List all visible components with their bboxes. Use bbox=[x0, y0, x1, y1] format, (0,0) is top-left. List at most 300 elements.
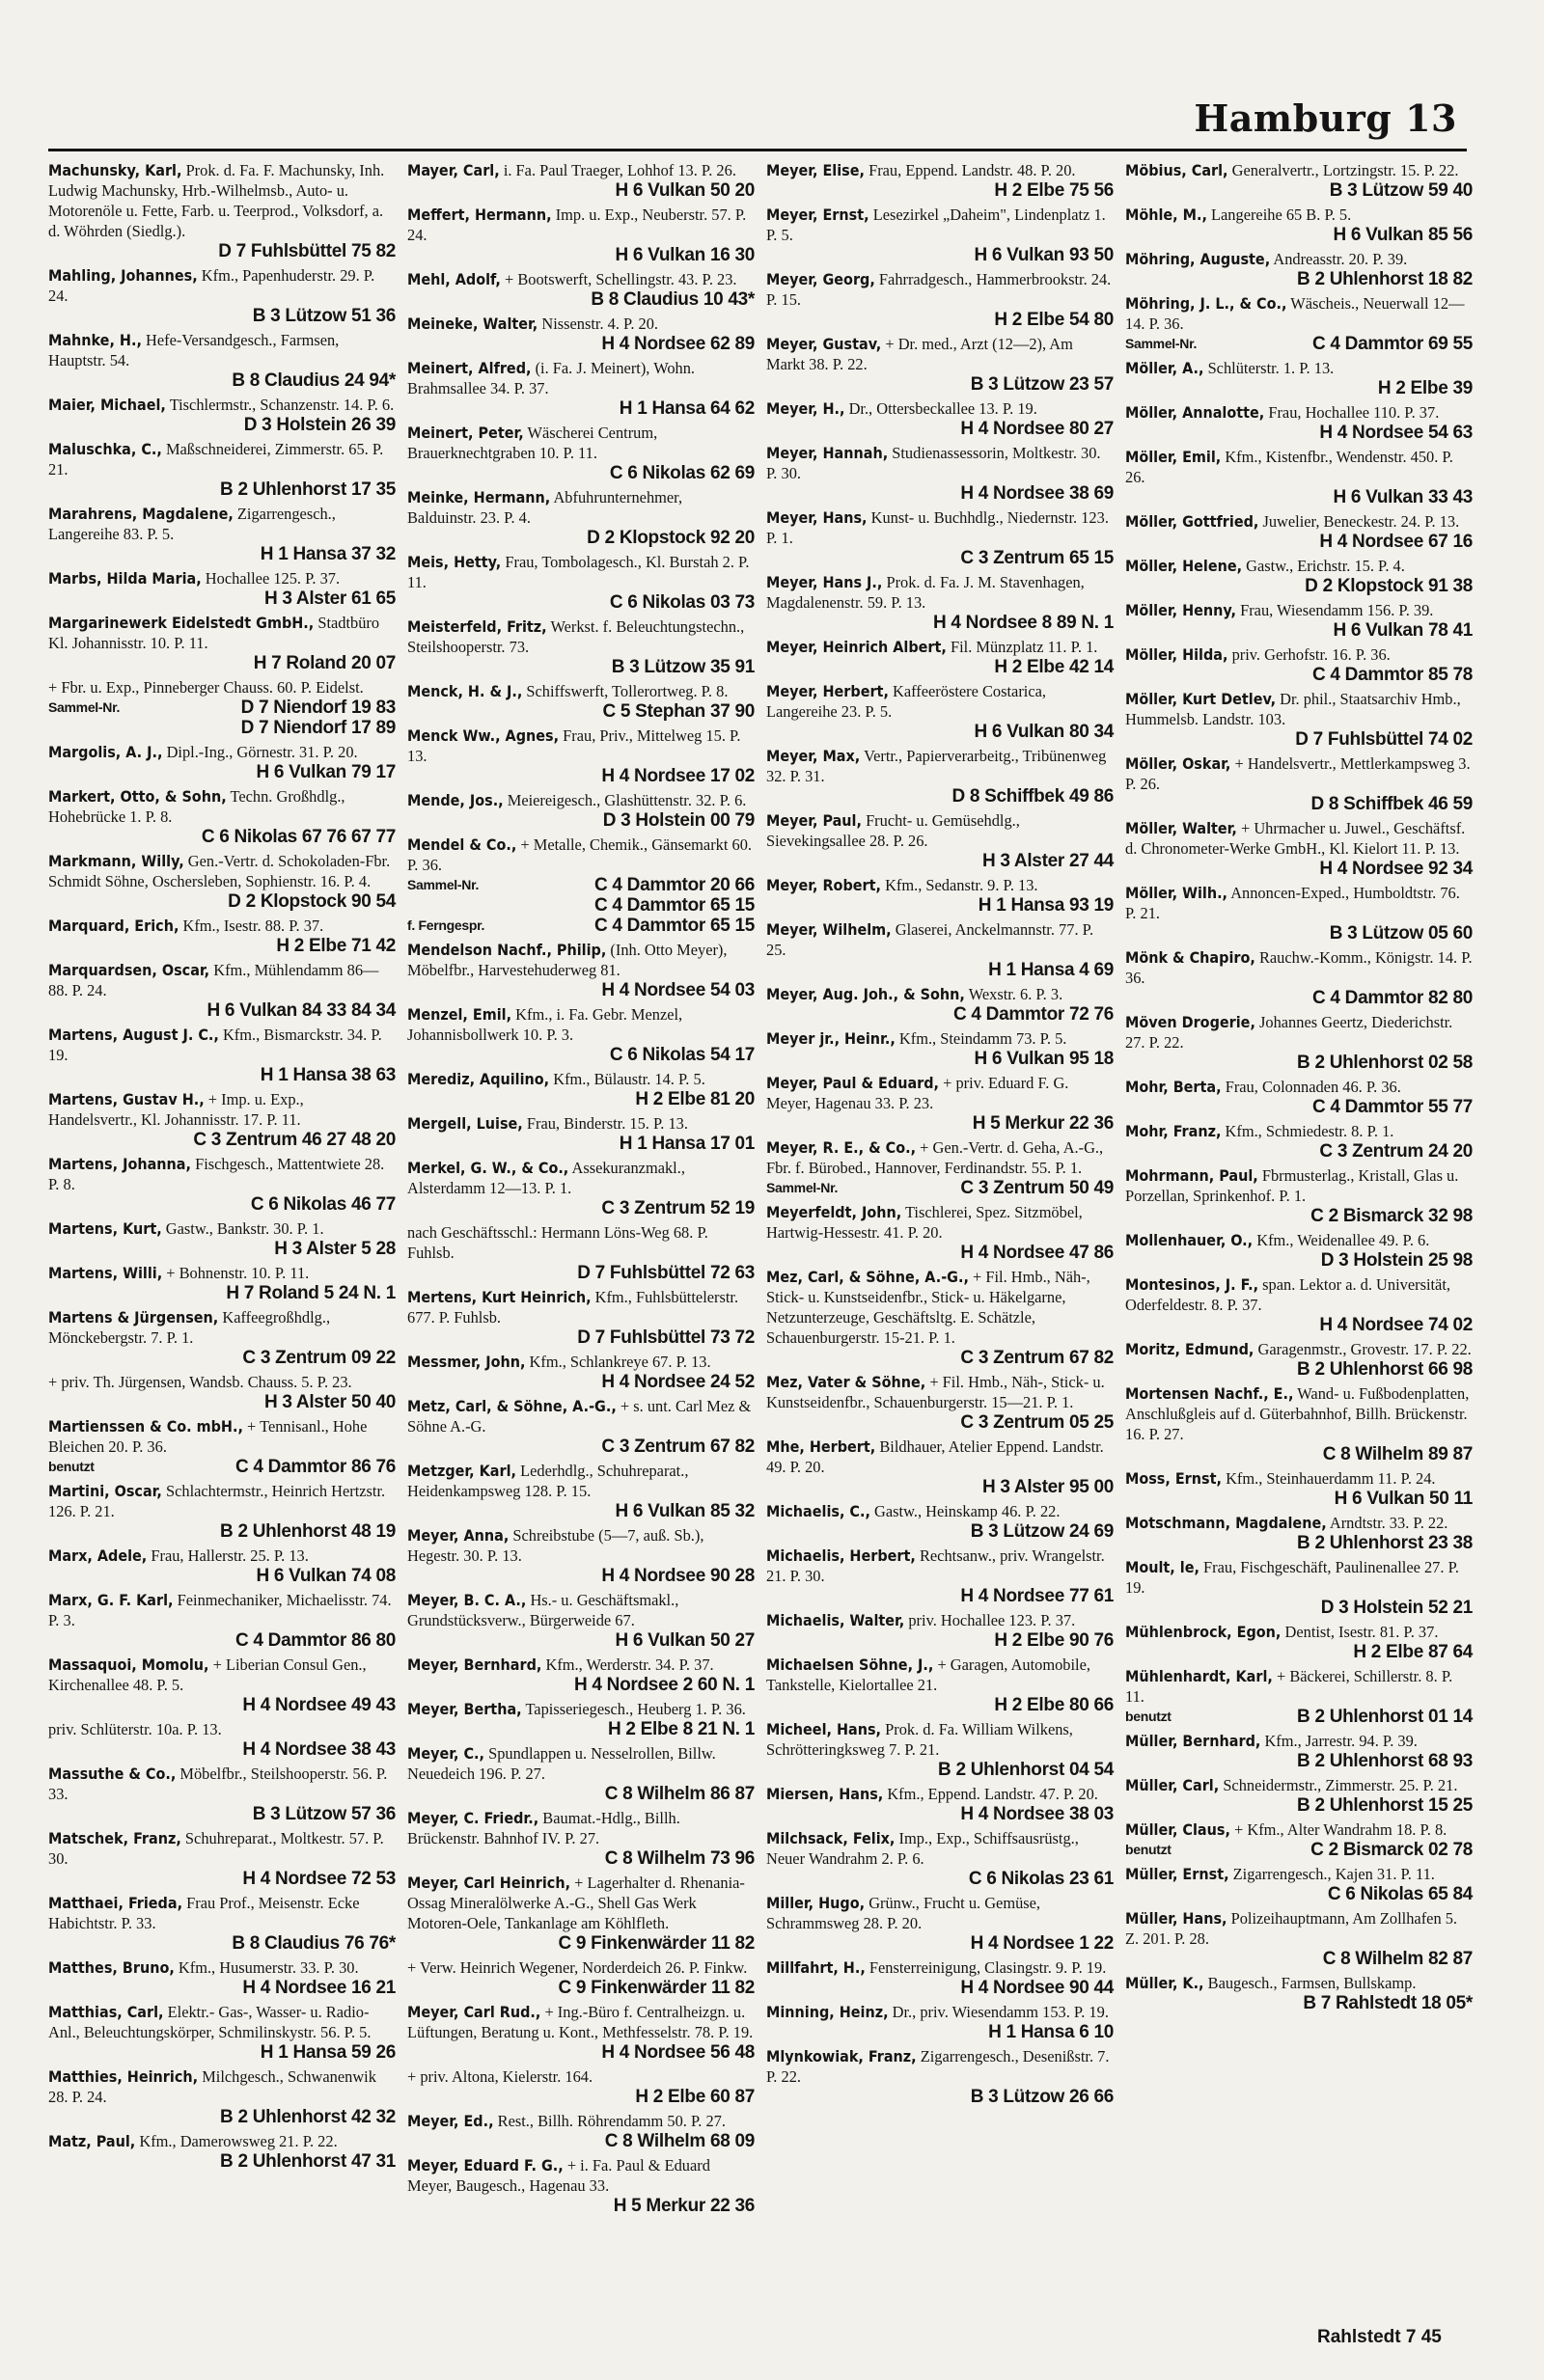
phone-number: C 4 Dammtor 65 15 bbox=[594, 895, 755, 916]
phone-line bbox=[407, 592, 755, 613]
directory-entry bbox=[766, 334, 1114, 395]
phone-line bbox=[1125, 334, 1473, 354]
phone-line bbox=[407, 657, 755, 677]
directory-entry bbox=[1125, 1666, 1473, 1727]
entry-name: Meyer, Wilhelm, bbox=[766, 920, 892, 939]
phone-line bbox=[407, 766, 755, 786]
phone-number: C 4 Dammtor 85 78 bbox=[1312, 665, 1473, 685]
entry-name: Miersen, Hans, bbox=[766, 1785, 884, 1803]
phone-number: C 3 Zentrum 52 19 bbox=[601, 1198, 755, 1218]
phone-line bbox=[48, 479, 396, 500]
entry-description: Prok. d. Fa. F. Machunsky, Inh. Ludwig Machunsky, Hrb.-Wilhelmsb., Auto- u. Motorenöle u. Fette, Farb. u. Teerprod., Volksdorf, a. d. Wöhrden (Siedlg.). bbox=[48, 161, 385, 240]
phone-number: C 4 Dammtor 72 76 bbox=[953, 1004, 1114, 1025]
entry-description: + Kfm., Alter Wandrahm 18. P. 8. bbox=[1234, 1820, 1448, 1839]
entry-name: Möhle, M., bbox=[1125, 205, 1207, 224]
entry-description: Imp. u. Exp., Neuberstr. 57. P. 24. bbox=[407, 205, 747, 244]
directory-entry bbox=[1125, 1121, 1473, 1162]
phone-line bbox=[48, 1130, 396, 1150]
phone-number: H 3 Alster 5 28 bbox=[274, 1239, 396, 1259]
phone-line bbox=[407, 1045, 755, 1065]
entry-description: Rest., Billh. Röhrendamm 50. P. 27. bbox=[497, 2112, 726, 2130]
entry-description: Kunst- u. Buchhdlg., Niedernstr. 123. P. 1. bbox=[766, 508, 1109, 547]
entry-name: Meinert, Peter, bbox=[407, 424, 524, 442]
entry-name: Möhring, Auguste, bbox=[1125, 250, 1271, 268]
phone-number: B 2 Uhlenhorst 42 32 bbox=[220, 2107, 396, 2127]
directory-entry bbox=[1125, 1230, 1473, 1271]
directory-entry bbox=[1125, 1383, 1473, 1464]
directory-entry bbox=[1125, 1165, 1473, 1226]
entry-name: Mendelson Nachf., Philip, bbox=[407, 941, 607, 959]
column-1 bbox=[48, 160, 396, 2175]
phone-line bbox=[766, 419, 1114, 439]
entry-name: Möller, Gottfried, bbox=[1125, 512, 1259, 531]
entry-name: Meinke, Hermann, bbox=[407, 488, 551, 506]
directory-entry bbox=[407, 1655, 755, 1695]
entry-description: Dr., Ottersbeckallee 13. P. 19. bbox=[848, 399, 1037, 418]
phone-number: B 2 Uhlenhorst 01 14 bbox=[1297, 1707, 1473, 1727]
entry-description: + priv. Eduard F. G. Meyer, Hagenau 33. P. 23. bbox=[766, 1074, 1069, 1112]
phone-line bbox=[1125, 1359, 1473, 1380]
directory-entry bbox=[1125, 1731, 1473, 1771]
phone-number: D 2 Klopstock 92 20 bbox=[587, 528, 755, 548]
phone-line bbox=[407, 334, 755, 354]
phone-number: C 3 Zentrum 05 25 bbox=[960, 1412, 1114, 1433]
entry-name: Meyer, Elise, bbox=[766, 161, 865, 179]
phone-line bbox=[766, 374, 1114, 395]
entry-name: Möbius, Carl, bbox=[1125, 161, 1228, 179]
phone-number: H 6 Vulkan 84 33 84 34 bbox=[207, 1000, 396, 1021]
entry-name: Menck, H. & J., bbox=[407, 682, 523, 700]
entry-name: Meyer, Heinrich Albert, bbox=[766, 638, 947, 656]
directory-entry bbox=[1125, 818, 1473, 879]
directory-entry bbox=[407, 2111, 755, 2151]
directory-entry bbox=[407, 314, 755, 354]
entry-description: Annoncen-Exped., Humboldtstr. 76. P. 21. bbox=[1125, 884, 1460, 922]
directory-entry bbox=[1125, 293, 1473, 354]
phone-line bbox=[1125, 1949, 1473, 1969]
phone-line bbox=[766, 895, 1114, 916]
entry-description: Garagenmstr., Grovestr. 17. P. 22. bbox=[1257, 1340, 1472, 1358]
phone-line bbox=[766, 1004, 1114, 1025]
phone-line bbox=[766, 1695, 1114, 1715]
directory-entry bbox=[48, 916, 396, 956]
phone-line bbox=[766, 960, 1114, 980]
entry-name: Martens, Willi, bbox=[48, 1264, 163, 1282]
entry-description: Wexstr. 6. P. 3. bbox=[968, 985, 1063, 1003]
phone-number: H 4 Nordsee 38 43 bbox=[242, 1739, 396, 1760]
entry-description: + Uhrmacher u. Juwel., Geschäftsf. d. Chronometer-Werke GmbH., Kl. Kielort 11. P. 13. bbox=[1125, 819, 1466, 858]
entry-description: + Tennisanl., Hohe Bleichen 20. P. 36. bbox=[48, 1417, 368, 1456]
entry-description: Generalvertr., Lortzingstr. 15. P. 22. bbox=[1231, 161, 1459, 179]
phone-number: H 2 Elbe 80 66 bbox=[994, 1695, 1114, 1715]
phone-line bbox=[48, 1065, 396, 1085]
phone-number: B 2 Uhlenhorst 68 93 bbox=[1297, 1751, 1473, 1771]
entry-name: Michaelis, Walter, bbox=[766, 1611, 905, 1629]
entry-description: Möbelfbr., Steilshooperstr. 56. P. 33. bbox=[48, 1764, 388, 1803]
directory-entry bbox=[48, 1590, 396, 1651]
phone-number: H 4 Nordsee 38 03 bbox=[960, 1804, 1114, 1824]
entry-name: Matthias, Carl, bbox=[48, 2003, 164, 2021]
phone-line bbox=[48, 2107, 396, 2127]
directory-entry bbox=[1125, 1973, 1473, 2013]
directory-entry bbox=[48, 2066, 396, 2127]
entry-name: Moss, Ernst, bbox=[1125, 1469, 1222, 1488]
entry-name: Marahrens, Magdalene, bbox=[48, 505, 234, 523]
entry-name: Martens, August J. C., bbox=[48, 1026, 219, 1044]
phone-line bbox=[1125, 1707, 1473, 1727]
entry-description: Abfuhrunternehmer, Balduinstr. 23. P. 4. bbox=[407, 488, 683, 527]
entry-description: i. Fa. Paul Traeger, Lohhof 13. P. 26. bbox=[503, 161, 736, 179]
entry-description: Fahrradgesch., Hammerbrookstr. 24. P. 15. bbox=[766, 270, 1112, 309]
phone-number: H 4 Nordsee 1 22 bbox=[970, 1933, 1114, 1954]
entry-name: Möller, Helene, bbox=[1125, 557, 1243, 575]
directory-entry bbox=[766, 1267, 1114, 1368]
entry-name: Möller, Walter, bbox=[1125, 819, 1237, 837]
entry-description: + Liberian Consul Gen., Kirchenallee 48. P. 5. bbox=[48, 1655, 367, 1694]
phone-line bbox=[407, 810, 755, 831]
phone-line bbox=[407, 2087, 755, 2107]
entry-name: Markert, Otto, & Sohn, bbox=[48, 787, 227, 806]
phone-number: B 2 Uhlenhorst 66 98 bbox=[1297, 1359, 1473, 1380]
entry-name: Meis, Hetty, bbox=[407, 553, 502, 571]
phone-number: H 2 Elbe 8 21 N. 1 bbox=[608, 1719, 755, 1739]
entry-name: Matz, Paul, bbox=[48, 2132, 136, 2150]
directory-entry bbox=[407, 1222, 755, 1283]
directory-entry bbox=[407, 358, 755, 419]
entry-name: Martens, Gustav H., bbox=[48, 1090, 205, 1108]
phone-number: H 4 Nordsee 62 89 bbox=[601, 334, 755, 354]
entry-name: Mende, Jos., bbox=[407, 791, 504, 809]
phone-number: C 8 Wilhelm 89 87 bbox=[1322, 1444, 1473, 1464]
phone-number: H 3 Alster 61 65 bbox=[263, 588, 396, 609]
entry-description: Assekuranzmakl., Alsterdamm 12—13. P. 1. bbox=[407, 1159, 685, 1197]
directory-entry bbox=[766, 160, 1114, 201]
entry-description: Kaffeegroßhdlg., Mönckebergstr. 7. P. 1. bbox=[48, 1308, 331, 1347]
phone-number: B 3 Lützow 59 40 bbox=[1329, 180, 1473, 201]
phone-line bbox=[48, 1457, 396, 1477]
phone-line bbox=[766, 1412, 1114, 1433]
directory-entry bbox=[1125, 1468, 1473, 1509]
phone-line bbox=[48, 370, 396, 391]
directory-entry bbox=[407, 1873, 755, 1954]
entry-description: + Imp. u. Exp., Handelsvertr., Kl. Johannisstr. 17. P. 11. bbox=[48, 1090, 304, 1129]
entry-description: + Bootswerft, Schellingstr. 43. P. 23. bbox=[504, 270, 737, 288]
phone-line bbox=[766, 1869, 1114, 1889]
entry-name: Martini, Oscar, bbox=[48, 1482, 162, 1500]
entry-description: nach Geschäftsschl.: Hermann Löns-Weg 68. P. Fuhlsb. bbox=[407, 1223, 708, 1262]
entry-name: Mez, Vater & Söhne, bbox=[766, 1373, 926, 1391]
phone-number: H 4 Nordsee 16 21 bbox=[242, 1978, 396, 1998]
phone-line bbox=[407, 1372, 755, 1392]
phone-number: H 6 Vulkan 95 18 bbox=[974, 1049, 1114, 1069]
phone-line bbox=[407, 916, 755, 936]
directory-entry bbox=[1125, 600, 1473, 641]
entry-name: Müller, Ernst, bbox=[1125, 1865, 1229, 1883]
phone-line bbox=[1125, 532, 1473, 552]
directory-entry bbox=[1125, 447, 1473, 507]
phone-number: B 2 Uhlenhorst 47 31 bbox=[220, 2151, 396, 2172]
phone-number: H 4 Nordsee 90 28 bbox=[601, 1566, 755, 1586]
phone-line bbox=[1125, 225, 1473, 245]
directory-entry bbox=[48, 1025, 396, 1085]
entry-name: Mergell, Luise, bbox=[407, 1114, 523, 1133]
entry-name: Mönk & Chapiro, bbox=[1125, 948, 1255, 967]
directory-entry bbox=[407, 616, 755, 677]
phone-line bbox=[766, 1113, 1114, 1134]
entry-name: Marquardsen, Oscar, bbox=[48, 961, 210, 979]
entry-description: priv. Gerhofstr. 16. P. 36. bbox=[1231, 645, 1391, 664]
entry-name: Maier, Michael, bbox=[48, 396, 166, 414]
entry-name: Meisterfeld, Fritz, bbox=[407, 617, 547, 636]
entry-name: Mahnke, H., bbox=[48, 331, 142, 349]
entry-description: Baugesch., Farmsen, Bullskamp. bbox=[1207, 1974, 1417, 1992]
phone-number: B 2 Uhlenhorst 02 58 bbox=[1297, 1053, 1473, 1073]
entry-name: Meyer, Georg, bbox=[766, 270, 875, 288]
entry-description: Vertr., Papierverarbeitg., Tribünenweg 32. P. 31. bbox=[766, 747, 1107, 785]
directory-entry bbox=[766, 1137, 1114, 1198]
phone-line bbox=[766, 1348, 1114, 1368]
directory-entry bbox=[1125, 358, 1473, 398]
directory-entry bbox=[766, 1546, 1114, 1606]
entry-name: Motschmann, Magdalene, bbox=[1125, 1514, 1327, 1532]
phone-number: H 7 Roland 20 07 bbox=[253, 653, 396, 673]
phone-line bbox=[766, 1630, 1114, 1651]
phone-line bbox=[1125, 859, 1473, 879]
directory-entry bbox=[48, 160, 396, 261]
entry-description: Frau, Eppend. Landstr. 48. P. 20. bbox=[868, 161, 1076, 179]
directory-entry bbox=[766, 984, 1114, 1025]
directory-entry bbox=[1125, 511, 1473, 552]
entry-name: Millfahrt, H., bbox=[766, 1958, 866, 1977]
phone-number: C 4 Dammtor 86 80 bbox=[235, 1630, 396, 1651]
directory-entry bbox=[1125, 1775, 1473, 1816]
phone-number: B 2 Uhlenhorst 18 82 bbox=[1297, 269, 1473, 289]
directory-entry bbox=[48, 1764, 396, 1824]
entry-description: Zigarrengesch., Desenißstr. 7. P. 22. bbox=[766, 2047, 1110, 2086]
phone-line bbox=[407, 2042, 755, 2063]
entry-description: + Handelsvertr., Mettlerkampsweg 3. P. 26. bbox=[1125, 754, 1471, 793]
directory-entry bbox=[1125, 1077, 1473, 1117]
directory-entry bbox=[407, 940, 755, 1000]
phone-number: C 3 Zentrum 67 82 bbox=[601, 1436, 755, 1457]
phone-number: D 7 Fuhlsbüttel 75 82 bbox=[218, 241, 396, 261]
directory-entry bbox=[766, 1372, 1114, 1433]
phone-number: H 6 Vulkan 33 43 bbox=[1333, 487, 1473, 507]
directory-entry bbox=[766, 919, 1114, 980]
directory-entry bbox=[407, 160, 755, 201]
entry-name: Markmann, Willy, bbox=[48, 852, 184, 870]
entry-description: Imp., Exp., Schiffsausrüstg., Neuer Wandrahm 2. P. 6. bbox=[766, 1829, 1079, 1868]
phone-number: H 1 Hansa 17 01 bbox=[619, 1134, 755, 1154]
phone-number: H 2 Elbe 90 76 bbox=[994, 1630, 1114, 1651]
phone-number: H 4 Nordsee 56 48 bbox=[601, 2042, 755, 2063]
directory-entry bbox=[766, 1202, 1114, 1263]
entry-description: Polizeihauptmann, Am Zollhafen 5. Z. 201. P. 28. bbox=[1125, 1909, 1458, 1948]
phone-number: C 6 Nikolas 46 77 bbox=[250, 1194, 396, 1215]
entry-name: Meyer, Bertha, bbox=[407, 1700, 522, 1718]
phone-number: B 8 Claudius 76 76* bbox=[232, 1933, 396, 1954]
phone-line bbox=[1125, 1840, 1473, 1860]
entry-description: Wäscheis., Neuerwall 12—14. P. 36. bbox=[1125, 294, 1465, 333]
entry-description: Lesezirkel „Daheim", Lindenplatz 1. P. 5. bbox=[766, 205, 1106, 244]
phone-line bbox=[1125, 794, 1473, 814]
phone-number: H 6 Vulkan 78 41 bbox=[1333, 620, 1473, 641]
phone-line bbox=[766, 1978, 1114, 1998]
phone-number: H 5 Merkur 22 36 bbox=[613, 2196, 755, 2216]
phone-number: H 1 Hansa 37 32 bbox=[260, 544, 396, 564]
phone-line bbox=[766, 2087, 1114, 2107]
phone-number: D 7 Niendorf 19 83 bbox=[240, 698, 396, 718]
phone-line bbox=[1125, 1598, 1473, 1618]
directory-entry bbox=[766, 810, 1114, 871]
phone-line bbox=[766, 180, 1114, 201]
entry-description: Kfm., Steindamm 73. P. 5. bbox=[898, 1029, 1067, 1048]
entry-description: + Fil. Hmb., Näh-, Stick- u. Kunstseidenfbr., Stick- u. Häkelgarne, Netzunterzeuge, Geschäftsltg. E. Schätzle, Schauenburgerstr. 15-21. P. 1. bbox=[766, 1268, 1090, 1347]
entry-description: Schuhreparat., Moltkestr. 57. P. 30. bbox=[48, 1829, 384, 1868]
entry-name: Müller, K., bbox=[1125, 1974, 1204, 1992]
phone-number: B 3 Lützow 05 60 bbox=[1329, 923, 1473, 944]
entry-description: Dipl.-Ing., Görnestr. 31. P. 20. bbox=[166, 743, 358, 761]
directory-entry bbox=[766, 398, 1114, 439]
directory-entry bbox=[766, 1073, 1114, 1134]
phone-line bbox=[48, 936, 396, 956]
entry-description: Hs.- u. Geschäftsmakl., Grundstücksverw., Bürgerweide 67. bbox=[407, 1591, 679, 1629]
phone-line bbox=[766, 245, 1114, 265]
phone-number: C 6 Nikolas 03 73 bbox=[609, 592, 755, 613]
entry-description: span. Lektor a. d. Universität, Oderfeldestr. 8. P. 37. bbox=[1125, 1275, 1450, 1314]
phone-line bbox=[766, 2022, 1114, 2042]
phone-line bbox=[407, 1848, 755, 1869]
phone-line bbox=[1125, 1141, 1473, 1162]
entry-name: Mhe, Herbert, bbox=[766, 1437, 876, 1456]
directory-entry bbox=[1125, 689, 1473, 750]
directory-entry bbox=[1125, 249, 1473, 289]
phone-number: C 4 Dammtor 69 55 bbox=[1312, 334, 1473, 354]
entry-name: Miller, Hugo, bbox=[766, 1894, 866, 1912]
entry-description: Schlüterstr. 1. P. 13. bbox=[1207, 359, 1335, 377]
phone-number: D 2 Klopstock 91 38 bbox=[1305, 576, 1473, 596]
entry-description: Kfm., Mühlendamm 86—88. P. 24. bbox=[48, 961, 379, 999]
phone-line bbox=[1125, 269, 1473, 289]
phone-line bbox=[407, 1198, 755, 1218]
entry-name: Menck Ww., Agnes, bbox=[407, 726, 560, 745]
directory-entry bbox=[766, 681, 1114, 742]
entry-name: Menzel, Emil, bbox=[407, 1005, 512, 1024]
directory-entry bbox=[407, 1699, 755, 1739]
entry-name: Matthes, Bruno, bbox=[48, 1958, 175, 1977]
phone-line bbox=[48, 415, 396, 435]
entry-name: Meyer, Paul & Eduard, bbox=[766, 1074, 940, 1092]
entry-name: Müller, Bernhard, bbox=[1125, 1732, 1261, 1750]
entry-name: Metzger, Karl, bbox=[407, 1462, 517, 1480]
phone-number: H 3 Alster 27 44 bbox=[981, 851, 1114, 871]
phone-line bbox=[1125, 1097, 1473, 1117]
entry-name: Margarinewerk Eidelstedt GmbH., bbox=[48, 614, 315, 632]
phone-line bbox=[766, 310, 1114, 330]
entry-name: Michaelis, C., bbox=[766, 1502, 870, 1520]
phone-line bbox=[407, 528, 755, 548]
phone-line bbox=[48, 241, 396, 261]
phone-number: H 4 Nordsee 80 27 bbox=[960, 419, 1114, 439]
phone-line bbox=[407, 180, 755, 201]
entry-name: Mohrmann, Paul, bbox=[1125, 1166, 1258, 1185]
directory-entry bbox=[766, 2002, 1114, 2042]
directory-entry bbox=[407, 1590, 755, 1651]
entry-name: Meyer, Ed., bbox=[407, 2112, 494, 2130]
directory-entry bbox=[766, 507, 1114, 568]
entry-description: Frau, Wiesendamm 156. P. 39. bbox=[1240, 601, 1434, 619]
phone-number: C 9 Finkenwärder 11 82 bbox=[558, 1933, 755, 1954]
entry-description: Wand- u. Fußbodenplatten, Anschlußgleis auf d. Güterbahnhof, Billh. Brückenstr. 16. P. 27. bbox=[1125, 1384, 1470, 1443]
entry-description: + Bohnenstr. 10. P. 11. bbox=[166, 1264, 310, 1282]
directory-entry bbox=[407, 205, 755, 265]
entry-name: Maluschka, C., bbox=[48, 440, 162, 458]
phone-number: H 4 Nordsee 47 86 bbox=[960, 1243, 1114, 1263]
entry-name: Martens, Kurt, bbox=[48, 1219, 162, 1238]
directory-entry bbox=[48, 677, 396, 738]
phone-number: H 6 Vulkan 50 27 bbox=[615, 1630, 755, 1651]
phone-line bbox=[766, 548, 1114, 568]
phone-line bbox=[407, 1784, 755, 1804]
entry-name: Montesinos, J. F., bbox=[1125, 1275, 1259, 1294]
phone-number: H 2 Elbe 54 80 bbox=[994, 310, 1114, 330]
entry-description: + Metalle, Chemik., Gänsemarkt 60. P. 36. bbox=[407, 835, 752, 874]
phone-number: H 1 Hansa 64 62 bbox=[619, 398, 755, 419]
entry-description: Rauchw.-Komm., Königstr. 14. P. 36. bbox=[1125, 948, 1473, 987]
phone-line bbox=[766, 1049, 1114, 1069]
phone-line bbox=[1125, 487, 1473, 507]
entry-description: Stadtbüro Kl. Johannisstr. 10. P. 11. bbox=[48, 614, 380, 652]
entry-name: Meyer, Eduard F. G., bbox=[407, 2156, 564, 2175]
phone-number: H 1 Hansa 93 19 bbox=[978, 895, 1114, 916]
entry-name: Moritz, Edmund, bbox=[1125, 1340, 1254, 1358]
entry-description: + priv. Altona, Kielerstr. 164. bbox=[407, 2067, 593, 2086]
entry-description: Kfm., Schmiedestr. 8. P. 1. bbox=[1225, 1122, 1394, 1140]
phone-number: H 1 Hansa 38 63 bbox=[260, 1065, 396, 1085]
phone-line bbox=[1125, 1489, 1473, 1509]
entry-name: Martens & Jürgensen, bbox=[48, 1308, 219, 1327]
phone-line bbox=[48, 1933, 396, 1954]
entry-description: Maßschneiderei, Zimmerstr. 65. P. 21. bbox=[48, 440, 384, 479]
phone-line bbox=[1125, 1053, 1473, 1073]
entry-name: Michaelsen Söhne, J., bbox=[766, 1655, 934, 1674]
column-4 bbox=[1125, 160, 1473, 2017]
entry-name: Meffert, Hermann, bbox=[407, 205, 552, 224]
entry-description: Kfm., Steinhauerdamm 11. P. 24. bbox=[1226, 1469, 1436, 1488]
phone-number: D 3 Holstein 25 98 bbox=[1320, 1250, 1473, 1271]
phone-prefix: f. Ferngespr. bbox=[407, 917, 485, 933]
entry-description: Zigarrengesch., Kajen 31. P. 11. bbox=[1232, 1865, 1435, 1883]
phone-number: B 2 Uhlenhorst 04 54 bbox=[938, 1760, 1114, 1780]
phone-line bbox=[1125, 988, 1473, 1008]
phone-number: H 4 Nordsee 92 34 bbox=[1319, 859, 1473, 879]
entry-description: Lederhdlg., Schuhreparat., Heidenkampsweg 128. P. 15. bbox=[407, 1462, 689, 1500]
entry-description: Kfm., Jarrestr. 94. P. 39. bbox=[1264, 1732, 1418, 1750]
phone-line bbox=[407, 1978, 755, 1998]
entry-description: Johannes Geertz, Diederichstr. 27. P. 22. bbox=[1125, 1013, 1453, 1052]
phone-prefix: Sammel-Nr. bbox=[766, 1180, 839, 1195]
phone-line bbox=[1125, 1993, 1473, 2013]
phone-line bbox=[48, 2042, 396, 2063]
entry-name: Marx, G. F. Karl, bbox=[48, 1591, 174, 1609]
entry-name: Meyer, Gustav, bbox=[766, 335, 882, 353]
directory-entry bbox=[407, 269, 755, 310]
directory-entry bbox=[48, 613, 396, 673]
entry-name: Möven Drogerie, bbox=[1125, 1013, 1255, 1031]
directory-entry bbox=[48, 330, 396, 391]
entry-description: Tischlermstr., Schanzenstr. 14. P. 6. bbox=[169, 396, 395, 414]
entry-name: Möller, Wilh., bbox=[1125, 884, 1227, 902]
